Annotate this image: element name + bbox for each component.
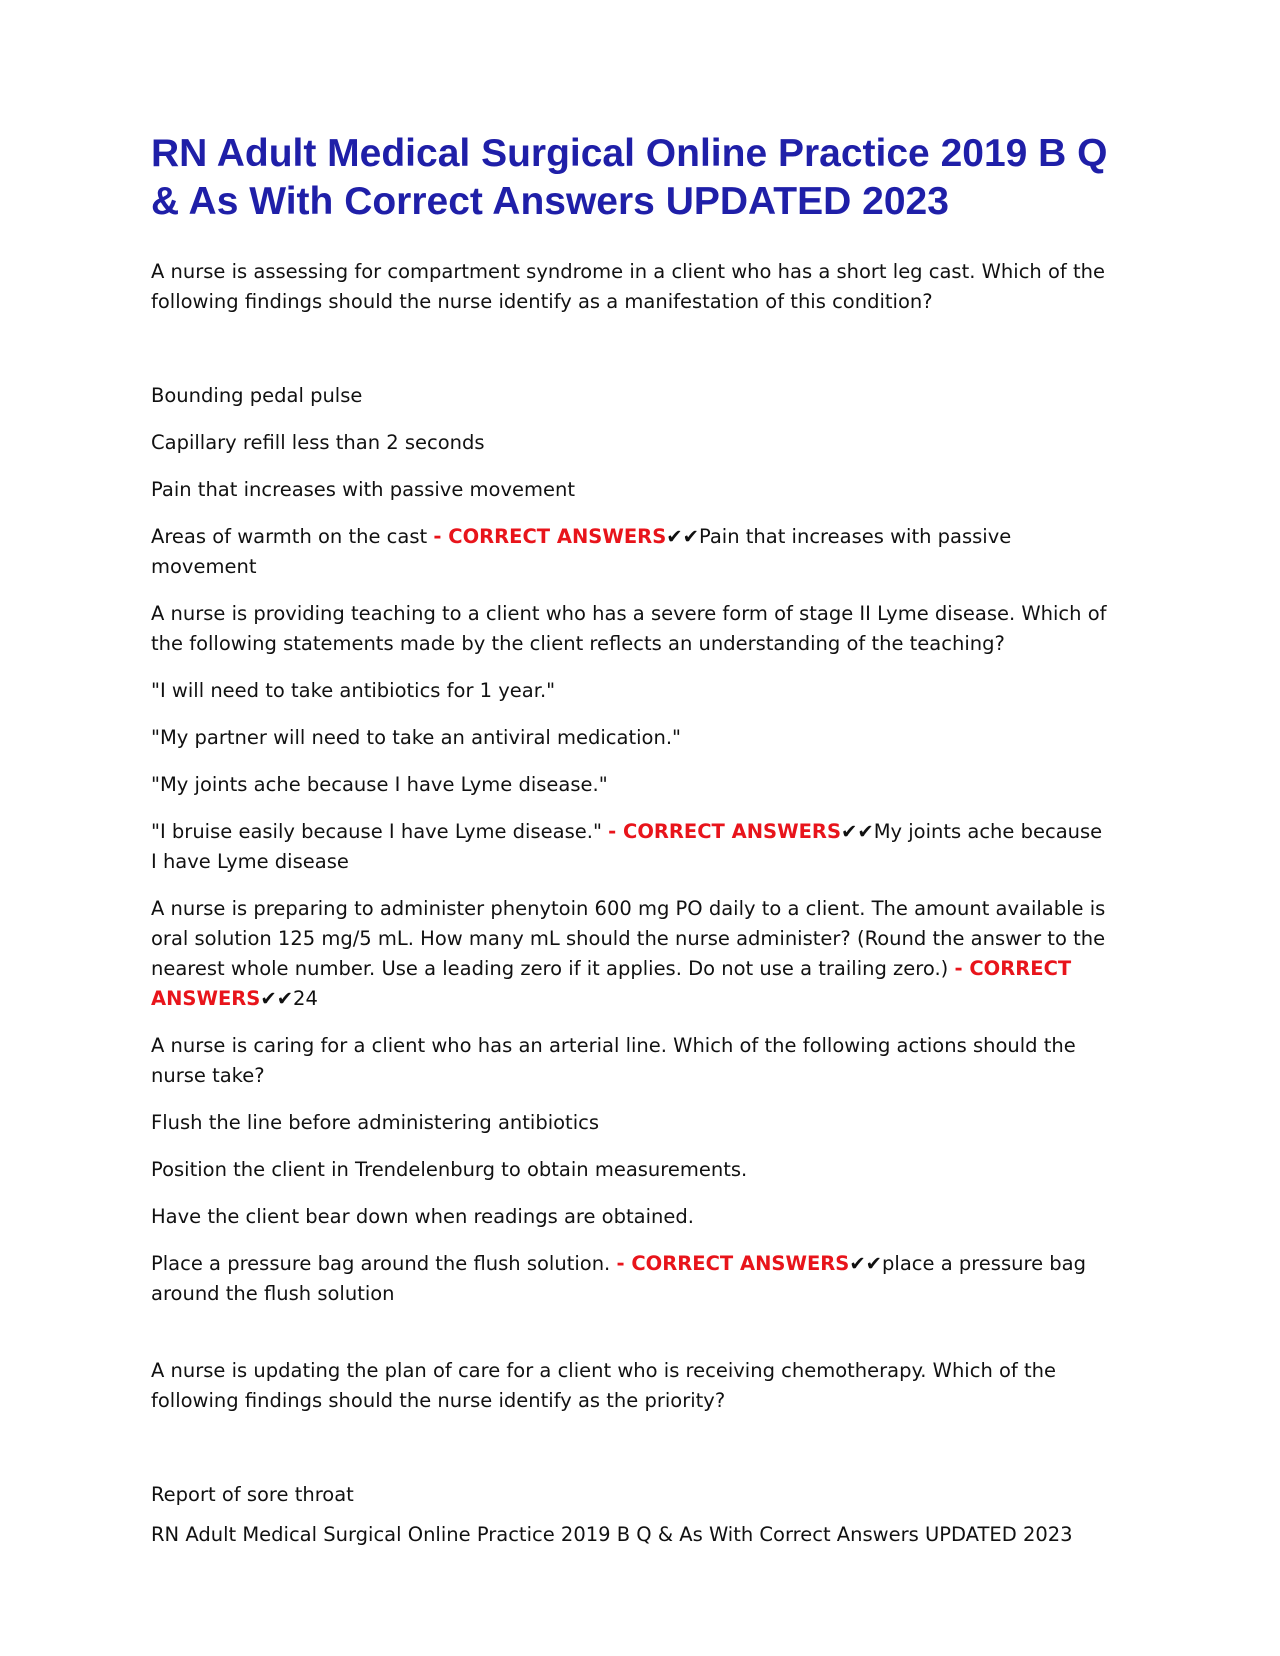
q2-option-a: "I will need to take antibiotics for 1 year." [151, 679, 556, 702]
question-3-text: A nurse is preparing to administer phenytoin 600 mg PO daily to a client. The amount available is oral solution 125 mg/5 mL. How many mL should the nurse administer? (Round the answer to the nearest whole number. Use a leading zero if it applies. Do not use a trailing zero.) [151, 897, 1106, 980]
question-3-with-answer [151, 894, 1111, 1014]
q2-option-c: "My joints ache because I have Lyme disease." [151, 773, 608, 796]
q4-option-d-with-answer [151, 1249, 1111, 1309]
q4-option-d: Place a pressure bag around the flush solution. [151, 1252, 611, 1275]
correct-answer-marker: - CORRECT ANSWERS [433, 525, 667, 548]
question-2-text: A nurse is providing teaching to a client who has a severe form of stage II Lyme disease. Which of the following statements made by the client reflects an understanding of the teaching? [151, 602, 1107, 655]
correct-answer-marker: - CORRECT ANSWERS [608, 820, 841, 843]
check-mark-icon: ✔✔ [849, 1252, 883, 1275]
q1-option-a: Bounding pedal pulse [151, 384, 363, 407]
q2-option-d: "I bruise easily because I have Lyme disease." [151, 820, 602, 843]
q5-option-a: Report of sore throat [151, 1483, 354, 1506]
question-4-text: A nurse is caring for a client who has an arterial line. Which of the following actions should the nurse take? [151, 1034, 1076, 1087]
q2-option-b: "My partner will need to take an antiviral medication." [151, 726, 681, 749]
q2-option-d-with-answer [151, 817, 1111, 877]
check-mark-icon: ✔✔ [260, 987, 294, 1010]
document-body [151, 257, 1111, 1527]
q4-option-b: Position the client in Trendelenburg to obtain measurements. [151, 1158, 748, 1181]
question-5-text: A nurse is updating the plan of care for a client who is receiving chemotherapy. Which of the following findings should the nurse identify as the priority? [151, 1359, 1056, 1412]
q3-answer: 24 [293, 987, 318, 1010]
q1-option-b: Capillary refill less than 2 seconds [151, 431, 485, 454]
q1-answer: Pain that increases with passive movement [151, 525, 1012, 578]
q1-option-d-with-answer [151, 522, 1111, 582]
correct-answer-marker: - CORRECT ANSWERS [151, 957, 1072, 1010]
q4-answer: place a pressure bag around the flush solution [151, 1252, 1086, 1305]
check-mark-icon: ✔✔ [666, 525, 699, 548]
q4-option-c: Have the client bear down when readings are obtained. [151, 1205, 694, 1228]
document-title: RN Adult Medical Surgical Online Practice 2019 B Q & As With Correct Answers UPDATED 2023 [151, 132, 1108, 223]
check-mark-icon: ✔✔ [841, 820, 874, 843]
q4-option-a: Flush the line before administering antibiotics [151, 1111, 599, 1134]
question-1-text: A nurse is assessing for compartment syndrome in a client who has a short leg cast. Which of the following findings should the nurse identify as a manifestation of this condition? [151, 260, 1105, 313]
q1-option-d: Areas of warmth on the cast [151, 525, 428, 548]
q2-answer: My joints ache because I have Lyme disease [151, 820, 1103, 873]
correct-answer-marker: - CORRECT ANSWERS [616, 1252, 850, 1275]
q1-option-c: Pain that increases with passive movement [151, 478, 575, 501]
page-footer: RN Adult Medical Surgical Online Practice 2019 B Q & As With Correct Answers UPDATED 2023 [151, 1523, 1073, 1546]
